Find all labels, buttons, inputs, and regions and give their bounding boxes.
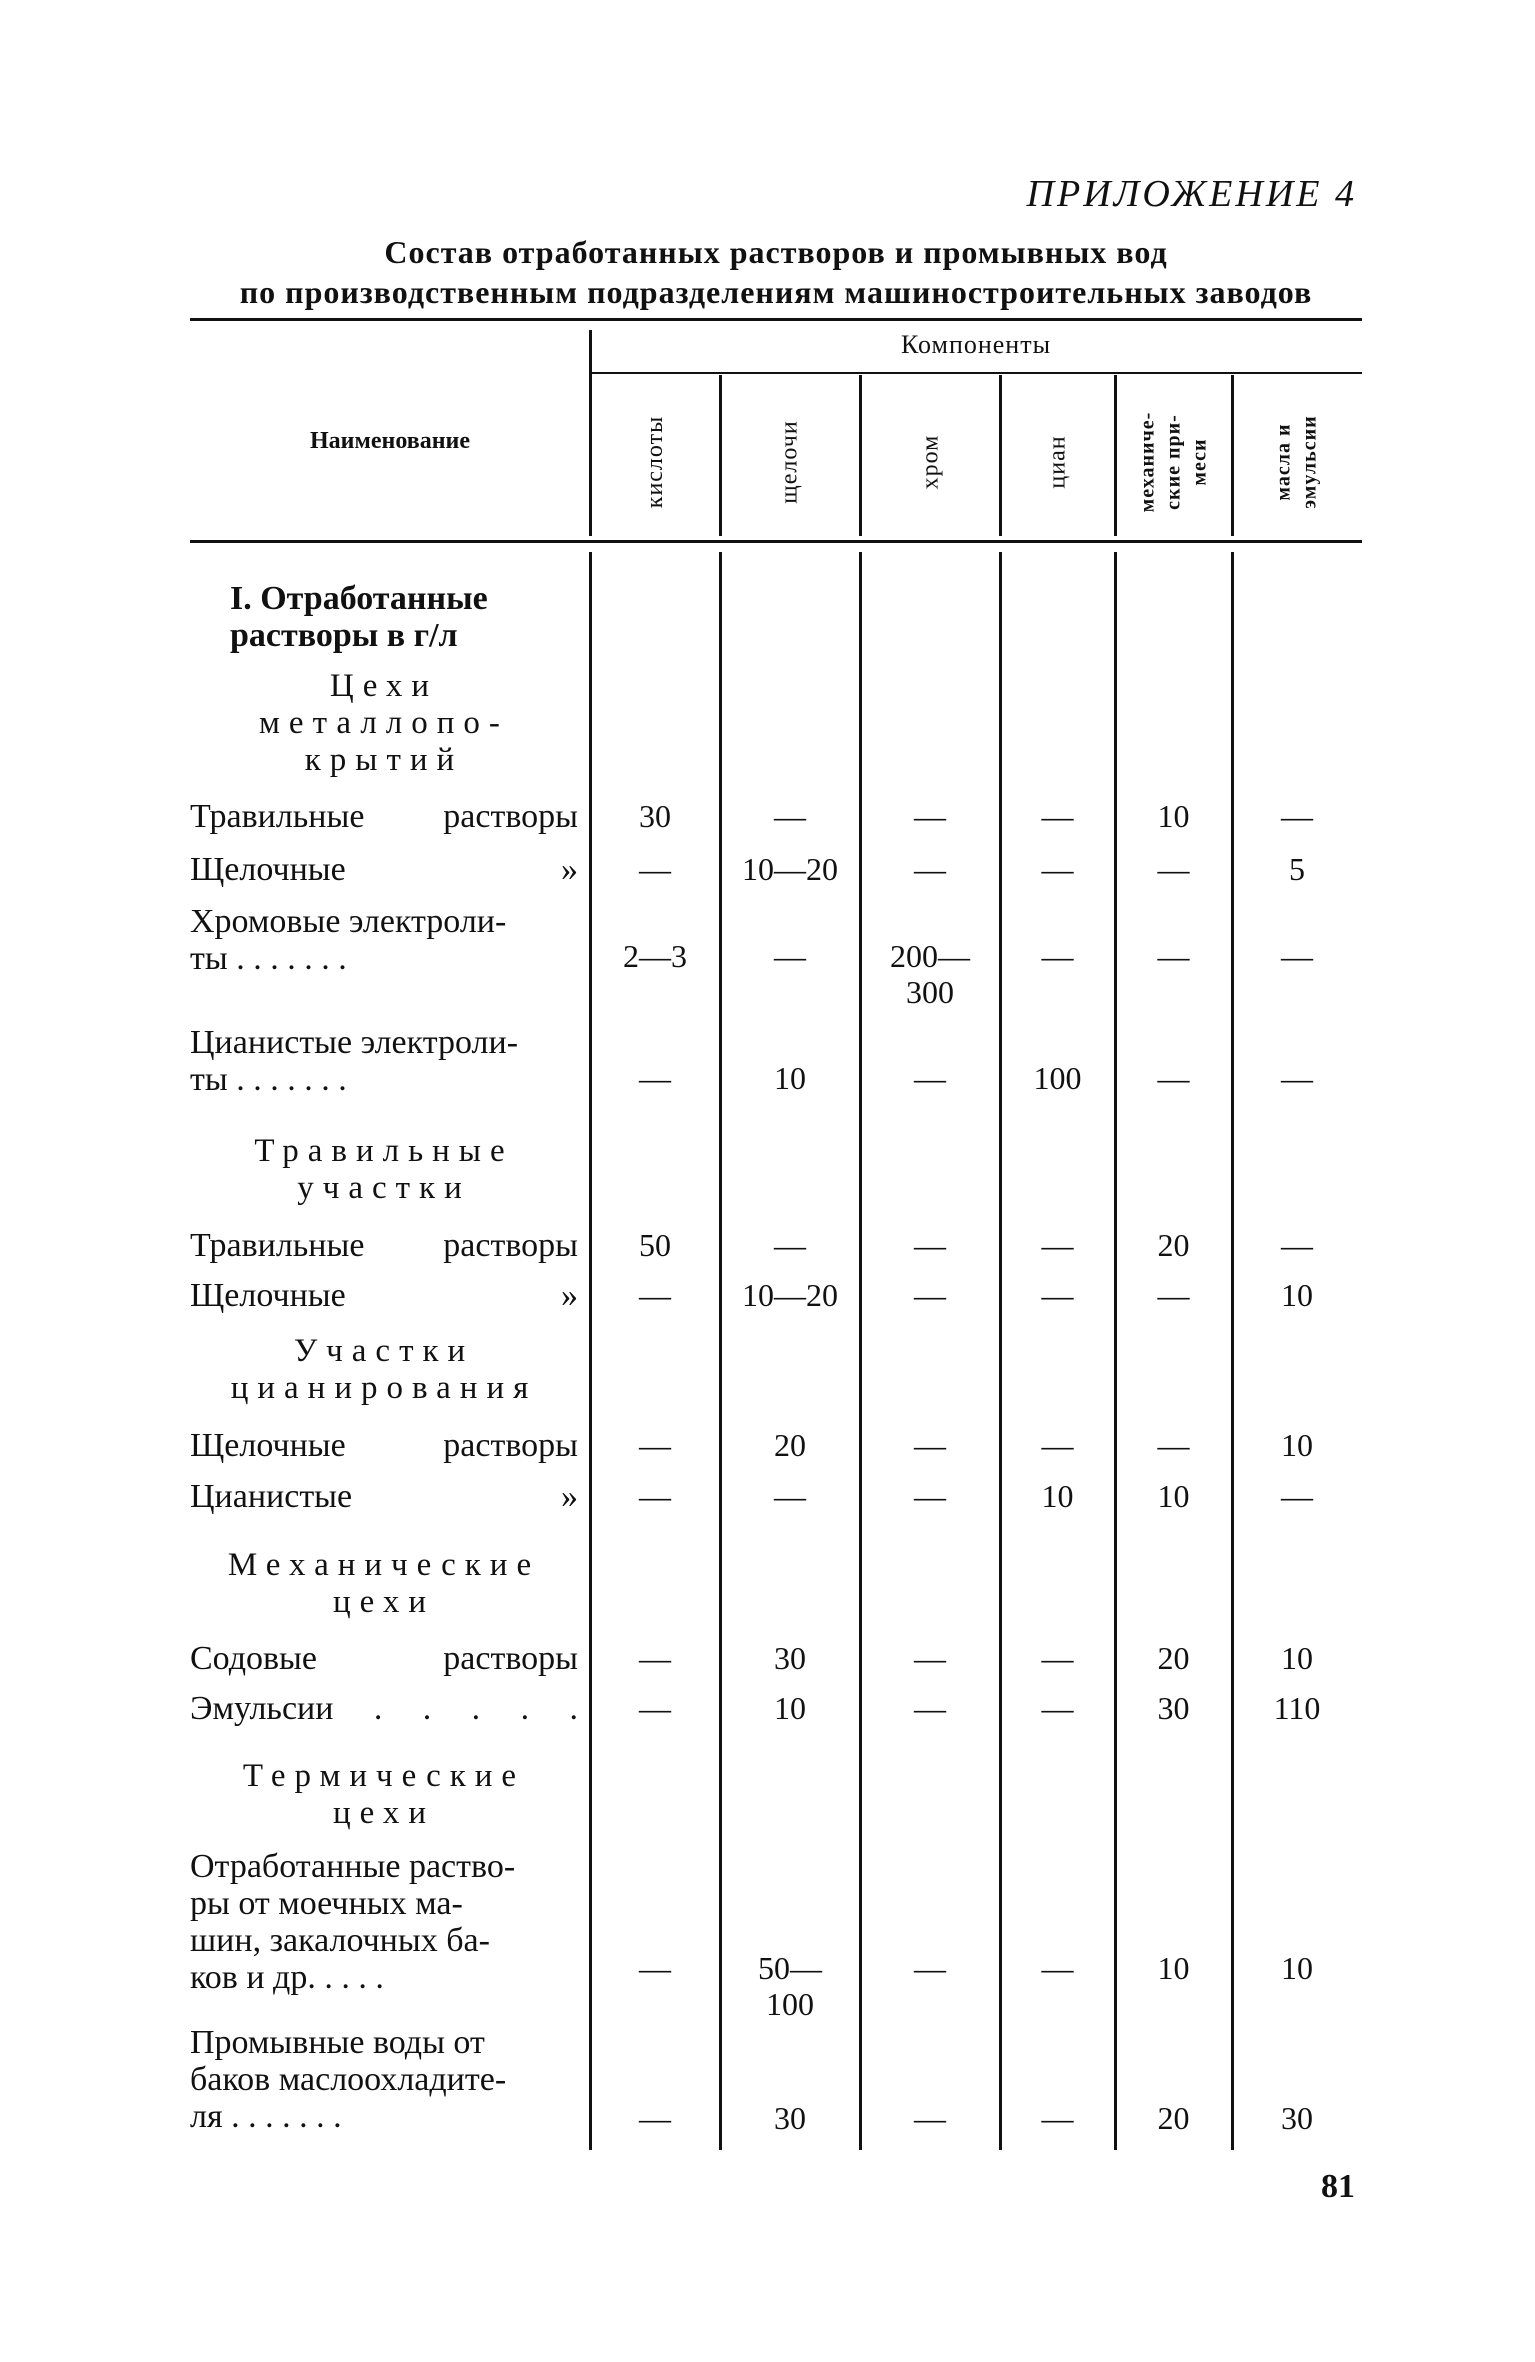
group-heading: Термические цехи xyxy=(242,1758,526,1831)
table-cell: 10 xyxy=(1157,1478,1190,1514)
table-cell: — xyxy=(1157,1277,1190,1313)
table-cell: 10—20 xyxy=(742,1277,838,1313)
table-cell: 200— 300 xyxy=(890,938,970,1010)
column-divider xyxy=(859,375,862,536)
table-cell: 20 xyxy=(1157,2100,1190,2136)
table-cell: 30 xyxy=(639,798,671,834)
column-divider xyxy=(999,375,1002,536)
table-cell: — xyxy=(639,1060,671,1096)
table-cell: — xyxy=(1041,1640,1074,1676)
column-divider xyxy=(589,552,592,2150)
header-name: Наименование xyxy=(310,428,470,454)
table-cell: — xyxy=(639,1690,671,1726)
table-cell: 10 xyxy=(1281,1277,1313,1313)
document-title xyxy=(190,232,1362,312)
table-cell: — xyxy=(639,1950,671,1986)
row-label: Щелочные » xyxy=(190,1277,578,1314)
table-cell: — xyxy=(1041,1427,1074,1463)
group-heading: Механические цехи xyxy=(227,1547,541,1620)
column-divider xyxy=(859,552,862,2150)
column-header-label: механиче- ские при- меси xyxy=(1136,411,1211,513)
table-cell: 20 xyxy=(1157,1640,1190,1676)
row-label: Содовые растворы xyxy=(190,1640,578,1677)
column-header-label: хром xyxy=(916,434,943,490)
table-cell: — xyxy=(1041,1950,1074,1986)
table-cell: — xyxy=(1041,1690,1074,1726)
row-label: Хромовые электроли- ты . . . . . . . xyxy=(190,903,507,977)
column-header xyxy=(860,388,1000,536)
table-cell: — xyxy=(639,2100,671,2136)
table-cell: 10 xyxy=(1041,1478,1074,1514)
table-cell: 10 xyxy=(774,1060,806,1096)
table-cell: — xyxy=(1281,1060,1313,1096)
title-line-1: Состав отработанных растворов и промывных вод xyxy=(384,234,1168,270)
column-divider xyxy=(1231,375,1234,536)
group-heading: Травильные участки xyxy=(254,1133,514,1206)
table-cell: — xyxy=(774,1227,806,1263)
table-cell: — xyxy=(1157,1060,1190,1096)
row-label: Травильные растворы xyxy=(190,1227,578,1264)
column-divider xyxy=(589,330,592,536)
column-header-label: кислоты xyxy=(642,415,668,509)
column-header-label: циан xyxy=(1044,435,1071,489)
table-cell: — xyxy=(639,851,671,887)
column-divider xyxy=(1114,552,1117,2150)
table-cell: 10 xyxy=(774,1690,806,1726)
table-cell: — xyxy=(914,1950,946,1986)
column-header xyxy=(590,388,720,536)
table-cell: — xyxy=(774,938,806,974)
table-cell: 10—20 xyxy=(742,851,838,887)
row-label: Травильные растворы xyxy=(190,798,578,835)
title-line-2: по производственным подразделениям машиностроительных заводов xyxy=(239,274,1313,310)
table-cell: 50 xyxy=(639,1227,671,1263)
table-cell: 110 xyxy=(1273,1690,1321,1726)
table-cell: — xyxy=(1157,851,1190,887)
column-header xyxy=(1000,388,1115,536)
section-heading: I. Отработанные растворы в г/л xyxy=(230,580,488,654)
table-cell: — xyxy=(774,1478,806,1514)
column-divider xyxy=(719,552,722,2150)
column-header xyxy=(1115,388,1232,536)
row-label: Отработанные раство- ры от моечных ма- шин, закалочных ба- ков и др. . . . . xyxy=(190,1848,516,1996)
header-components: Компоненты xyxy=(900,330,1052,359)
table-cell: — xyxy=(914,2100,946,2136)
table-cell: — xyxy=(914,1060,946,1096)
table-cell: — xyxy=(914,1427,946,1463)
row-label: Щелочные растворы xyxy=(190,1427,578,1464)
table-cell: 50— 100 xyxy=(758,1950,822,2022)
table-cell: 10 xyxy=(1281,1640,1313,1676)
table-cell: — xyxy=(1281,1478,1313,1514)
table-cell: 30 xyxy=(774,2100,806,2136)
column-header-label: щелочи xyxy=(777,420,803,504)
table-cell: — xyxy=(1041,2100,1074,2136)
table-cell: — xyxy=(914,1277,946,1313)
table-cell: — xyxy=(1041,1227,1074,1263)
table-cell: 10 xyxy=(1281,1427,1313,1463)
table-cell: — xyxy=(1157,1427,1190,1463)
table-cell: — xyxy=(914,798,946,834)
table-cell: — xyxy=(639,1277,671,1313)
table-top-rule xyxy=(190,318,1362,321)
table-cell: 30 xyxy=(1281,2100,1313,2136)
table-cell: 10 xyxy=(1281,1950,1313,1986)
table-cell: — xyxy=(1281,938,1313,974)
table-cell: — xyxy=(639,1427,671,1463)
table-cell: 30 xyxy=(774,1640,806,1676)
appendix-label: ПРИЛОЖЕНИЕ 4 xyxy=(1026,173,1357,215)
group-heading: Цехи металлопо- крытий xyxy=(259,668,509,778)
table-cell: 20 xyxy=(774,1427,806,1463)
table-cell: 10 xyxy=(1157,1950,1190,1986)
header-bottom-rule xyxy=(190,540,1362,543)
table-cell: — xyxy=(774,798,806,834)
table-cell: — xyxy=(914,1478,946,1514)
table-cell: — xyxy=(1041,1277,1074,1313)
table-cell: — xyxy=(1041,938,1074,974)
column-header xyxy=(720,388,860,536)
table-cell: 20 xyxy=(1157,1227,1190,1263)
row-label: Промывные воды от баков маслоохладите- ля . . . . . . . xyxy=(190,2024,507,2135)
column-divider xyxy=(999,552,1002,2150)
table-cell: 2—3 xyxy=(623,938,687,974)
column-divider xyxy=(1231,552,1234,2150)
table-cell: — xyxy=(639,1640,671,1676)
table-cell: 10 xyxy=(1157,798,1190,834)
table-cell: 30 xyxy=(1157,1690,1190,1726)
table-cell: 100 xyxy=(1033,1060,1082,1096)
column-divider xyxy=(719,375,722,536)
group-heading: Участки цианирования xyxy=(230,1333,538,1406)
row-label: Эмульсии . . . . . xyxy=(190,1690,578,1727)
table-cell: — xyxy=(914,1227,946,1263)
row-label: Цианистые электроли- ты . . . . . . . xyxy=(190,1024,519,1098)
page-number: 81 xyxy=(1321,2168,1355,2205)
table-cell: — xyxy=(914,1640,946,1676)
table-cell: — xyxy=(1157,938,1190,974)
table-cell: — xyxy=(1281,1227,1313,1263)
column-header-label: масла и эмульсии xyxy=(1273,415,1321,509)
table-cell: — xyxy=(1281,798,1313,834)
table-cell: — xyxy=(914,851,946,887)
table-cell: — xyxy=(1041,798,1074,834)
table-cell: — xyxy=(639,1478,671,1514)
column-header xyxy=(1232,388,1362,536)
components-rule xyxy=(590,372,1362,374)
column-divider xyxy=(1114,375,1117,536)
row-label: Цианистые » xyxy=(190,1478,578,1515)
row-label: Щелочные » xyxy=(190,851,578,888)
table-cell: — xyxy=(914,1690,946,1726)
table-cell: — xyxy=(1041,851,1074,887)
table-cell: 5 xyxy=(1289,851,1305,887)
